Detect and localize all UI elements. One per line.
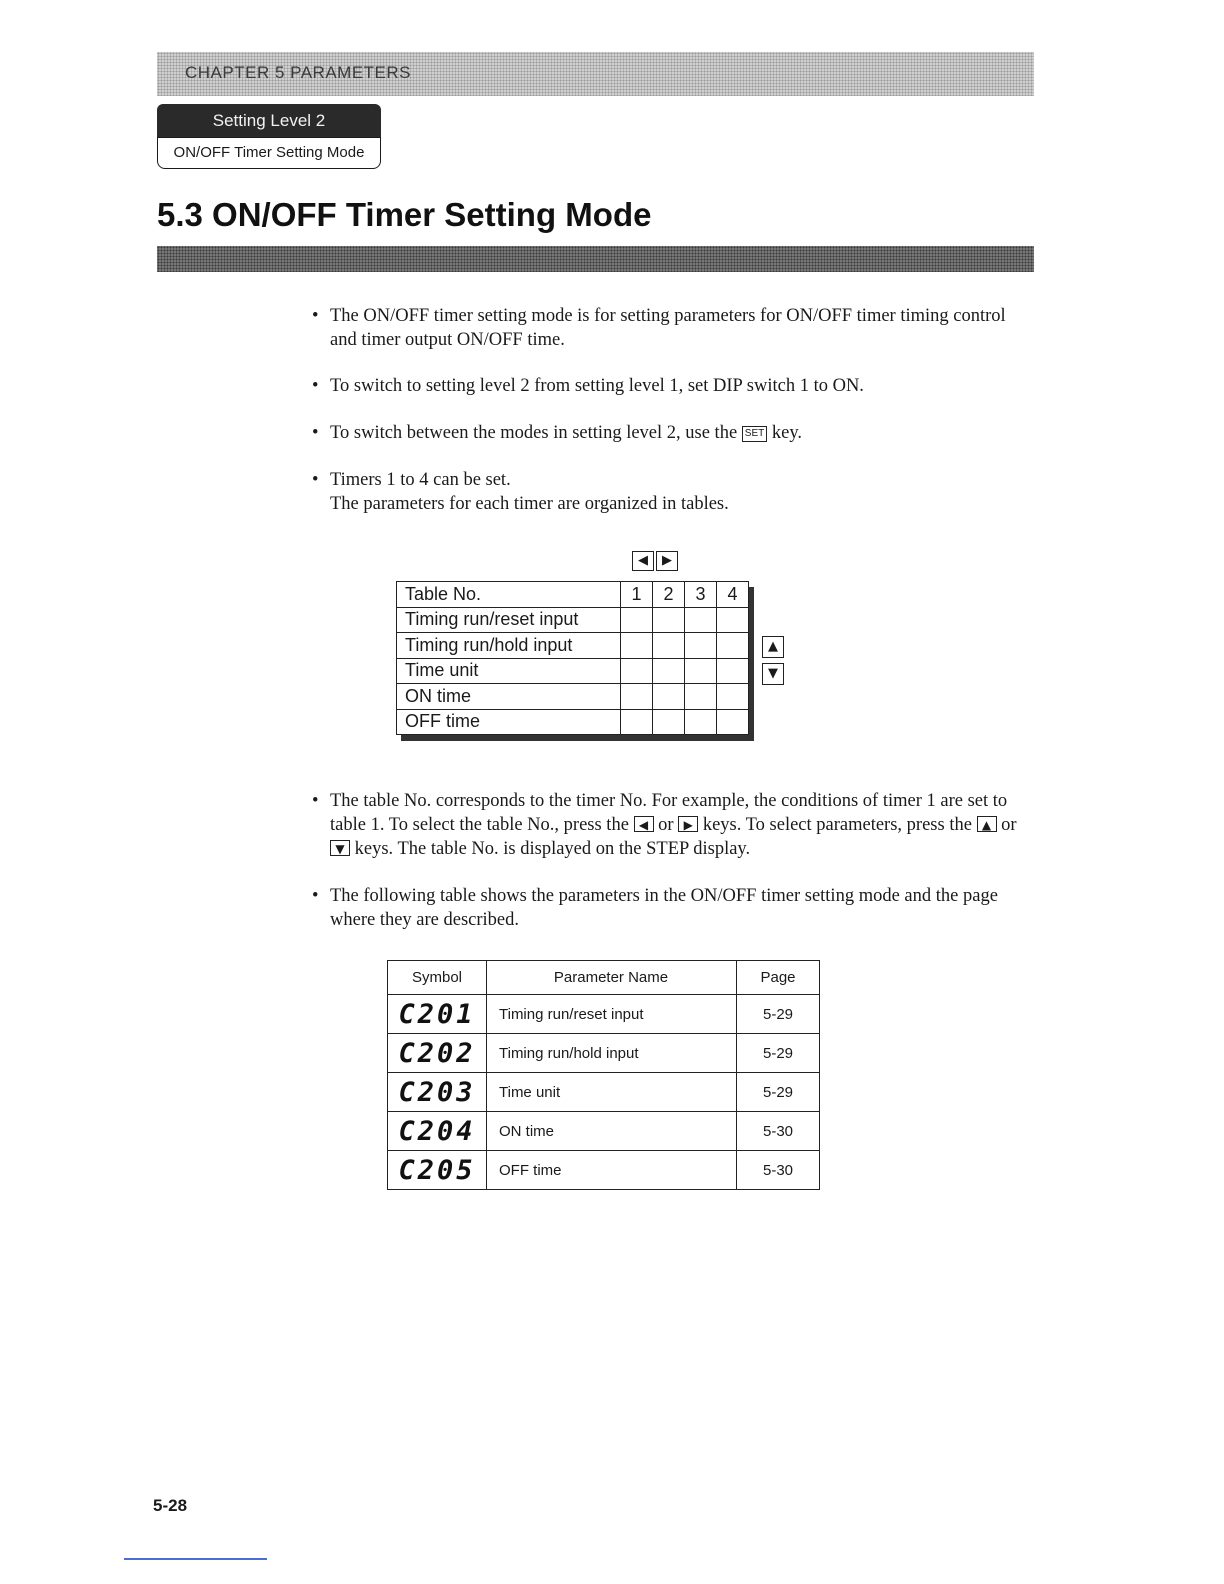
bullet-icon: •: [312, 886, 319, 906]
parameter-name: Timing run/hold input: [487, 1034, 737, 1073]
right-arrow-key-icon: ▶: [656, 551, 678, 571]
page-reference: 5-30: [737, 1112, 820, 1151]
table-row: [388, 1151, 820, 1190]
bullet-text: The parameters for each timer are organized in tables.: [330, 494, 729, 514]
column-header-page: Page: [737, 961, 820, 995]
column-header-name: Parameter Name: [487, 961, 737, 995]
up-arrow-key-icon: ▲: [977, 816, 997, 832]
page-reference: 5-29: [737, 1073, 820, 1112]
bullet-item: [312, 304, 1034, 352]
column-number: 4: [717, 582, 749, 608]
column-number: 2: [653, 582, 685, 608]
right-arrow-key-icon: ▶: [678, 816, 698, 832]
footer-underline: [124, 1558, 267, 1560]
table-row: [388, 995, 820, 1034]
parameter-name: ON time: [487, 1112, 737, 1151]
table-row: [397, 709, 749, 735]
bullet-text: keys. The table No. is displayed on the STEP display.: [350, 839, 751, 859]
segment-symbol: C203: [398, 1076, 476, 1108]
bullet-text: or: [653, 815, 679, 835]
bullet-item: [312, 374, 1034, 398]
bullet-text: The table No. corresponds to the timer No. For example, the conditions of timer 1 are set to table 1. To select the table No., press the: [330, 791, 1008, 835]
bullet-item: [312, 468, 1034, 516]
chapter-label: CHAPTER 5 PARAMETERS: [185, 63, 412, 82]
parameter-table: [387, 960, 820, 1190]
table-row: [397, 607, 749, 633]
mode-badge: ON/OFF Timer Setting Mode: [157, 137, 381, 169]
timer-table-diagram: [396, 551, 796, 751]
row-label: OFF time: [397, 709, 621, 735]
page-reference: 5-29: [737, 995, 820, 1034]
page-number: 5-28: [153, 1496, 188, 1515]
bullet-icon: •: [312, 423, 319, 443]
table-row: [397, 658, 749, 684]
segment-symbol: C204: [398, 1115, 476, 1147]
row-label: Time unit: [397, 658, 621, 684]
table-row: [388, 1034, 820, 1073]
segment-symbol: C205: [398, 1154, 476, 1186]
bullet-icon: •: [312, 470, 319, 490]
table-row: [388, 1073, 820, 1112]
column-number: 3: [685, 582, 717, 608]
row-label: Timing run/reset input: [397, 607, 621, 633]
left-arrow-key-icon: ◀: [632, 551, 654, 571]
bullet-text: key.: [767, 423, 802, 443]
column-header-symbol: Symbol: [388, 961, 487, 995]
bullet-list-top: [312, 304, 1034, 516]
bullet-item: [312, 884, 1034, 932]
bullet-text: keys. To select parameters, press the: [698, 815, 977, 835]
table-row: [397, 684, 749, 710]
column-number: 1: [621, 582, 653, 608]
setting-level-badge: Setting Level 2: [157, 104, 381, 138]
bullet-text: Timers 1 to 4 can be set.: [330, 470, 511, 490]
table-header-row: [388, 961, 820, 995]
page-reference: 5-30: [737, 1151, 820, 1190]
bullet-icon: •: [312, 376, 319, 396]
up-down-keys: [762, 636, 784, 685]
down-arrow-key-icon: ▼: [762, 663, 784, 685]
page-reference: 5-29: [737, 1034, 820, 1073]
row-label: Timing run/hold input: [397, 633, 621, 659]
bullet-icon: •: [312, 306, 319, 326]
bullet-text: The following table shows the parameters in the ON/OFF timer setting mode and the page where they are described.: [330, 886, 998, 930]
set-key-icon: SET: [742, 426, 767, 442]
up-arrow-key-icon: ▲: [762, 636, 784, 658]
row-label: Table No.: [397, 582, 621, 608]
segment-symbol: C201: [398, 998, 476, 1030]
bullet-text: The ON/OFF timer setting mode is for setting parameters for ON/OFF timer timing control and timer output ON/OFF time.: [330, 306, 1006, 350]
bullet-text: or: [996, 815, 1017, 835]
page-title: 5.3 ON/OFF Timer Setting Mode: [157, 196, 652, 233]
parameter-name: Timing run/reset input: [487, 995, 737, 1034]
left-right-keys: [632, 551, 678, 571]
left-arrow-key-icon: ◀: [634, 816, 654, 832]
timer-parameter-grid: [396, 581, 749, 735]
bullet-item: [312, 789, 1034, 861]
bullet-text: To switch to setting level 2 from setting level 1, set DIP switch 1 to ON.: [330, 376, 864, 396]
bullet-item: [312, 421, 1034, 445]
table-row: [397, 582, 749, 608]
table-row: [388, 1112, 820, 1151]
bullet-list-bottom: [312, 789, 1034, 955]
table-row: [397, 633, 749, 659]
parameter-name: Time unit: [487, 1073, 737, 1112]
down-arrow-key-icon: ▼: [330, 840, 350, 856]
row-label: ON time: [397, 684, 621, 710]
chapter-header-bar: [157, 52, 1034, 96]
bullet-icon: •: [312, 791, 319, 811]
title-rule: [157, 246, 1034, 272]
parameter-name: OFF time: [487, 1151, 737, 1190]
bullet-text: To switch between the modes in setting level 2, use the: [330, 423, 742, 443]
segment-symbol: C202: [398, 1037, 476, 1069]
